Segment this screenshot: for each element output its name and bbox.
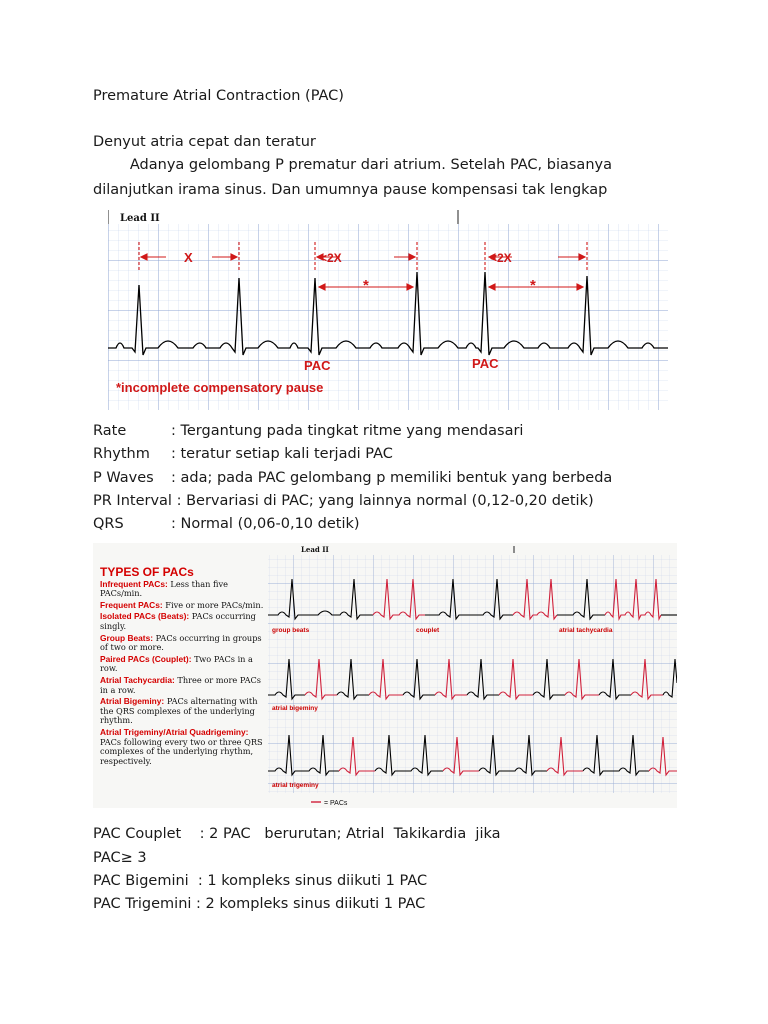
type-item: Atrial Tachycardia: Three or more PACs in a row. xyxy=(100,674,261,695)
lead-label: Lead II xyxy=(120,213,160,224)
strip-label-atrial-bigeminy: atrial bigeminy xyxy=(272,705,318,712)
def-rate: Rate : Tergantung pada tingkat ritme yang mendasari xyxy=(93,423,524,439)
strip-label-group-beats: group beats xyxy=(272,627,310,634)
intro-line-2: Adanya gelombang P prematur dari atrium. Setelah PAC, biasanya xyxy=(93,157,612,173)
legend-label: = PACs xyxy=(324,800,348,807)
ecg-grid xyxy=(268,555,677,793)
strip-label-couplet: couplet xyxy=(416,627,440,634)
def-pr-interval: PR Interval : Bervariasi di PAC; yang lainnya normal (0,12-0,20 detik) xyxy=(93,493,594,509)
interval-lt2x-label-1: <2X xyxy=(320,251,342,265)
star-mark-2: * xyxy=(530,277,536,294)
pac-label-1: PAC xyxy=(304,358,331,373)
type-item: Paired PACs (Couplet): Two PACs in a row. xyxy=(100,653,253,674)
pac-label-2: PAC xyxy=(472,356,499,371)
def-rhythm: Rhythm : teratur setiap kali terjadi PAC xyxy=(93,446,393,462)
ecg-figure-pac xyxy=(108,210,668,410)
bottom-line-4: PAC Trigemini : 2 kompleks sinus diikuti 1 PAC xyxy=(93,896,426,912)
bottom-line-3: PAC Bigemini : 1 kompleks sinus diikuti 1 PAC xyxy=(93,873,428,889)
page-title: Premature Atrial Contraction (PAC) xyxy=(93,88,344,104)
type-item: Infrequent PACs: Less than five PACs/min. xyxy=(100,578,228,599)
intro-line-1: Denyut atria cepat dan teratur xyxy=(93,134,316,150)
lead-label: Lead II xyxy=(301,545,329,554)
strip-label-atrial-tachycardia: atrial tachycardia xyxy=(559,627,613,634)
figure-note: *incomplete compensatory pause xyxy=(116,380,324,395)
interval-x-label: X xyxy=(184,250,193,265)
bottom-line-2: PAC≥ 3 xyxy=(93,850,147,866)
bottom-line-1: PAC Couplet : 2 PAC berurutan; Atrial Takikardia jika xyxy=(93,826,501,842)
star-mark-1: * xyxy=(363,277,369,294)
type-item: Isolated PACs (Beats): PACs occurring singly. xyxy=(100,611,256,631)
def-qrs: QRS : Normal (0,06-0,10 detik) xyxy=(93,516,360,532)
type-item: Frequent PACs: Five or more PACs/min. xyxy=(100,599,264,610)
types-heading: TYPES OF PACs xyxy=(100,565,194,579)
type-item: Group Beats: PACs occurring in groups of two or more. xyxy=(100,632,262,653)
types-of-pacs-list xyxy=(100,565,265,768)
interval-lt2x-label-2: <2X xyxy=(490,251,512,265)
type-item: Atrial Trigeminy/Atrial Quadrigeminy: PACs following every two or three QRS complexes of the underlying rhythm, respectively. xyxy=(100,726,263,766)
intro-line-3: dilanjutkan irama sinus. Dan umumnya pause kompensasi tak lengkap xyxy=(93,182,608,198)
strip-label-atrial-trigeminy: atrial trigeminy xyxy=(272,782,319,789)
type-item: Atrial Bigeminy: PACs alternating with the QRS complexes of the underlying rhythm. xyxy=(100,696,258,726)
def-p-waves: P Waves : ada; pada PAC gelombang p memiliki bentuk yang berbeda xyxy=(93,470,613,486)
